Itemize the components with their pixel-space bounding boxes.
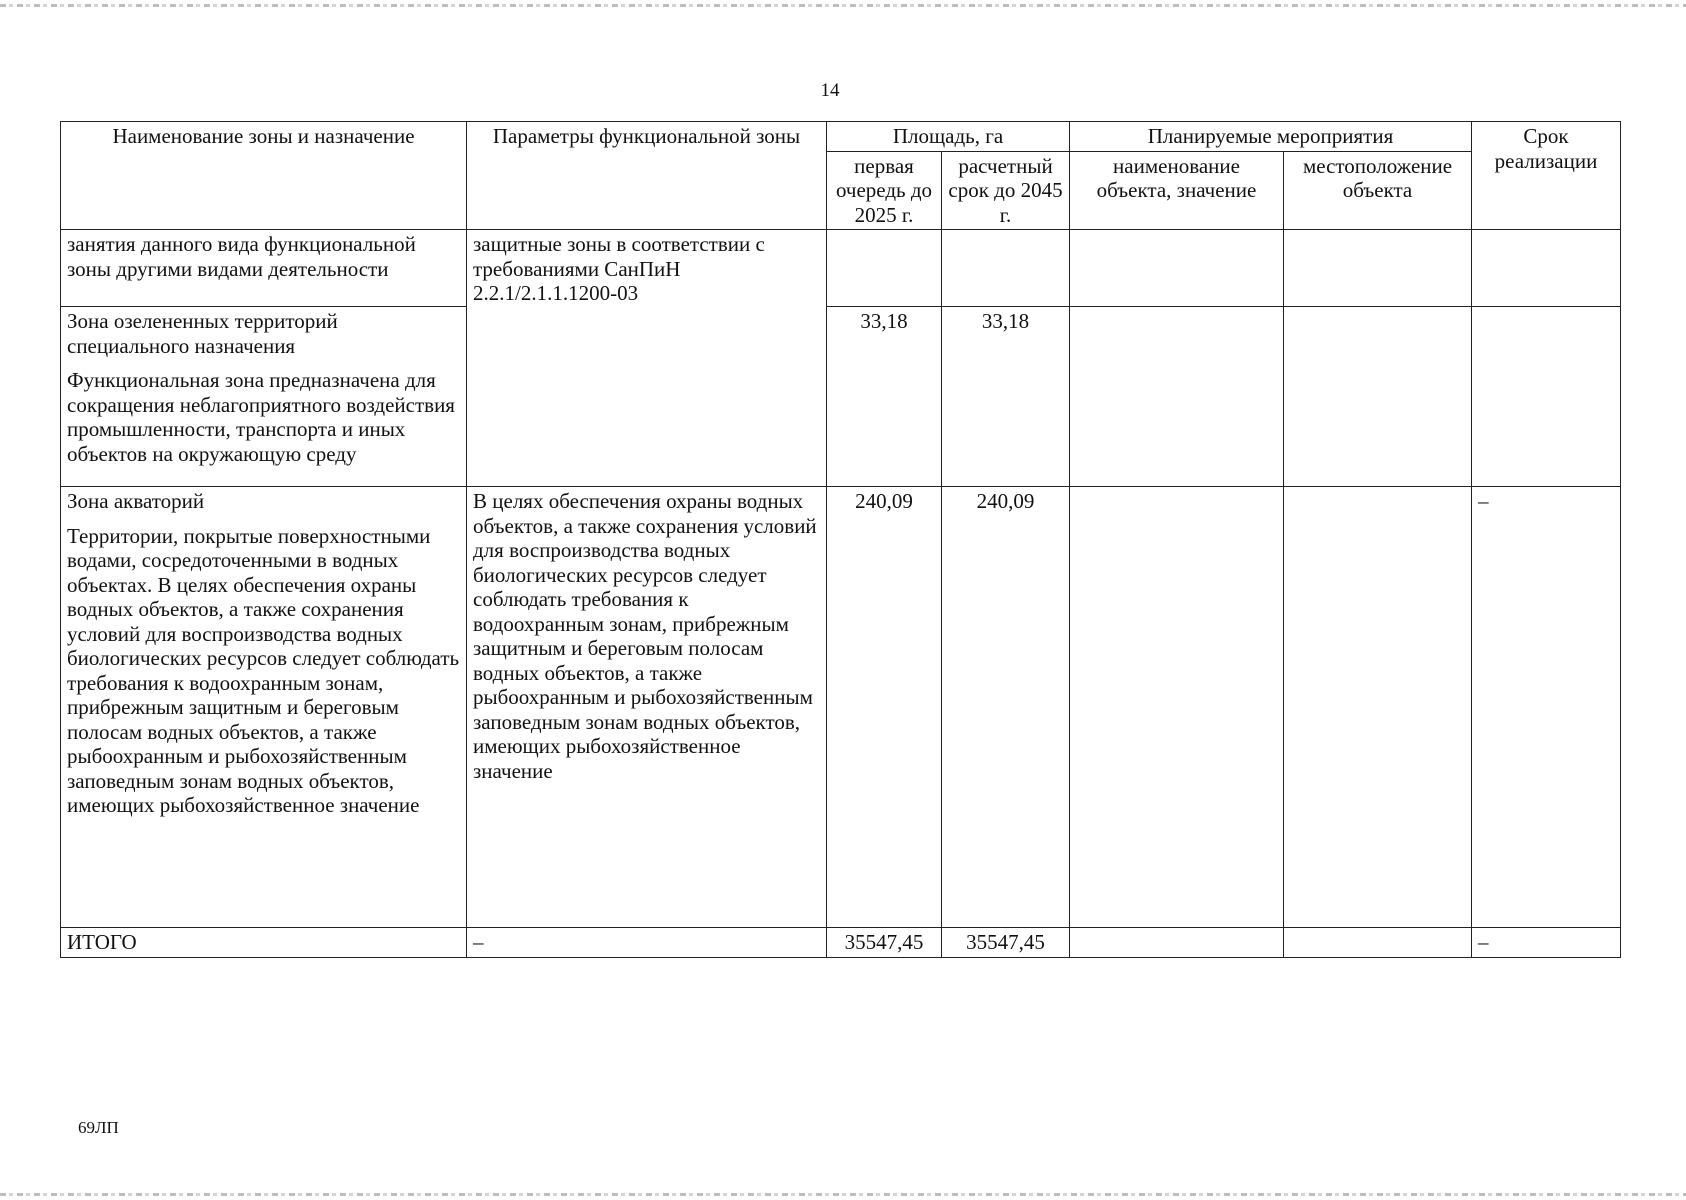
- zone-description: Территории, покрытые поверхностными водами, сосредоточенными в водных объектах. В целях обеспечения охраны водных объектов, а также сохранения условий для воспроизводства водных биологических ресурсов следует соблюдать требования к водоохранным зонам, прибрежным защитным и береговым полосам водных объектов, а также рыбоохранным и рыбохозяйственным заповедным зонам водных объектов, имеющих рыбохозяйственное значение: [67, 523, 460, 817]
- table-row: [61, 230, 1621, 307]
- header-object-name: наименование объекта, значение: [1070, 151, 1284, 230]
- header-area-first-stage: первая очередь до 2025 г.: [827, 151, 942, 230]
- total-row: [61, 928, 1621, 958]
- area-calculated-term: [942, 230, 1070, 307]
- planned-object-location: [1284, 230, 1472, 307]
- page-number: 14: [820, 80, 840, 101]
- zone-name: Зона озелененных территорий специального назначения: [67, 309, 338, 358]
- header-row-1: [61, 122, 1621, 152]
- total-label: ИТОГО: [61, 928, 467, 958]
- zone-name-cell: [61, 230, 467, 307]
- area-first-stage: 240,09: [827, 487, 942, 928]
- header-area: Площадь, га: [827, 122, 1070, 152]
- header-parameters: Параметры функциональной зоны: [467, 122, 827, 230]
- scan-edge-bottom: [0, 1193, 1686, 1196]
- total-implementation-term: –: [1472, 928, 1621, 958]
- zone-name-cell: [61, 487, 467, 928]
- document-code: 69ЛП: [78, 1118, 119, 1137]
- table-row: [61, 487, 1621, 928]
- zone-name: Зона акваторий: [67, 489, 205, 513]
- area-first-stage: [827, 230, 942, 307]
- implementation-term: [1472, 307, 1621, 487]
- header-area-calculated-term: расчетный срок до 2045 г.: [942, 151, 1070, 230]
- planned-object-name: [1070, 230, 1284, 307]
- area-calculated-term: 33,18: [942, 307, 1070, 487]
- planned-object-name: [1070, 487, 1284, 928]
- zone-name-cell: [61, 307, 467, 487]
- total-area-calculated-term: 35547,45: [942, 928, 1070, 958]
- planned-object-location: [1284, 487, 1472, 928]
- area-calculated-term: 240,09: [942, 487, 1070, 928]
- header-planned-measures: Планируемые мероприятия: [1070, 122, 1472, 152]
- zone-parameters: защитные зоны в соответствии с требованиями СанПиН 2.2.1/2.1.1.1200-03: [467, 230, 827, 487]
- header-zone-name: Наименование зоны и назначение: [61, 122, 467, 230]
- functional-zones-table: [60, 121, 1621, 958]
- total-planned-object-location: [1284, 928, 1472, 958]
- scan-edge-top: [0, 4, 1686, 7]
- implementation-term: [1472, 230, 1621, 307]
- total-area-first-stage: 35547,45: [827, 928, 942, 958]
- header-term: Срок реализации: [1472, 122, 1621, 230]
- total-parameters: –: [467, 928, 827, 958]
- planned-object-name: [1070, 307, 1284, 487]
- zone-description: Функциональная зона предназначена для сокращения неблагоприятного воздействия промышленности, транспорта и иных объектов на окружающую среду: [67, 368, 455, 466]
- area-first-stage: 33,18: [827, 307, 942, 487]
- zone-name: занятия данного вида функциональной зоны другими видами деятельности: [67, 232, 416, 281]
- header-object-location: местоположение объекта: [1284, 151, 1472, 230]
- planned-object-location: [1284, 307, 1472, 487]
- implementation-term: –: [1472, 487, 1621, 928]
- zone-parameters: В целях обеспечения охраны водных объектов, а также сохранения условий для воспроизводства водных биологических ресурсов следует соблюдать требования к водоохранным зонам, прибрежным защитным и береговым полосам водных объектов, а также рыбоохранным и рыбохозяйственным заповедным зонам водных объектов, имеющих рыбохозяйственное значение: [467, 487, 827, 928]
- total-planned-object-name: [1070, 928, 1284, 958]
- table-row: [61, 307, 1621, 487]
